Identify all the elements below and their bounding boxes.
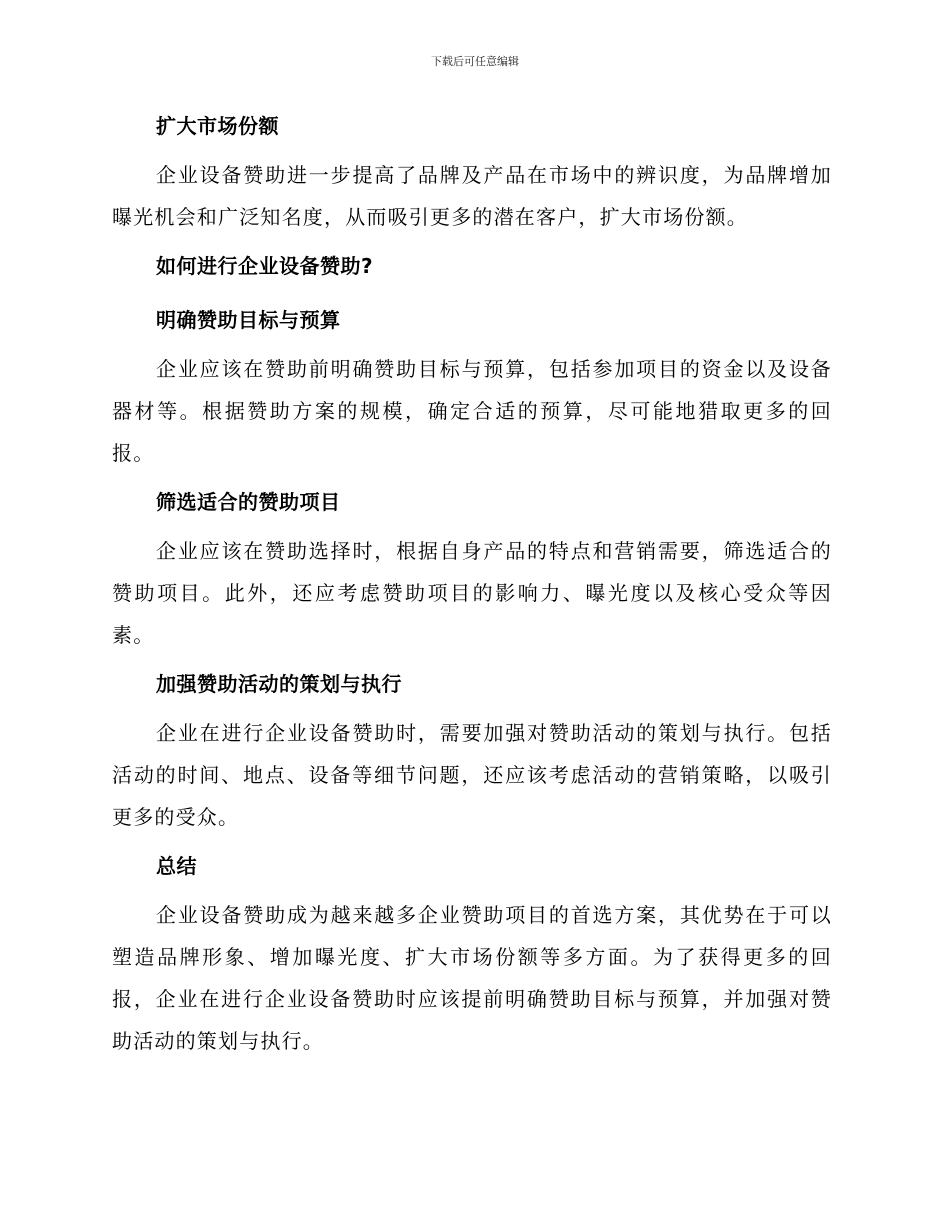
section-paragraph-summary: 企业设备赞助成为越来越多企业赞助项目的首选方案，其优势在于可以塑造品牌形象、增加曝光度、扩大市场份额等多方面。为了获得更多的回报，企业在进行企业设备赞助时应该提前明确赞助目标与预算，并加强对赞助活动的策划与执行。 [112, 903, 832, 1053]
section-heading-summary: 总结 [156, 854, 197, 878]
section-heading-how-to-sponsor: 如何进行企业设备赞助? [156, 254, 374, 278]
section-heading-planning-execution: 加强赞助活动的策划与执行 [156, 672, 402, 696]
document-body [112, 110, 832, 1062]
section-paragraph-select-projects: 企业应该在赞助选择时，根据自身产品的特点和营销需要，筛选适合的赞助项目。此外，还应考虑赞助项目的影响力、曝光度以及核心受众等因素。 [112, 539, 832, 647]
section-paragraph-expand-market-share: 企业设备赞助进一步提高了品牌及产品在市场中的辨识度，为品牌增加曝光机会和广泛知名度，从而吸引更多的潜在客户，扩大市场份额。 [112, 163, 832, 229]
section-heading-expand-market-share: 扩大市场份额 [156, 114, 279, 138]
section-heading-goals-budget: 明确赞助目标与预算 [156, 308, 341, 332]
section-paragraph-planning-execution: 企业在进行企业设备赞助时，需要加强对赞助活动的策划与执行。包括活动的时间、地点、设备等细节问题，还应该考虑活动的营销策略，以吸引更多的受众。 [112, 721, 832, 829]
section-heading-select-projects: 筛选适合的赞助项目 [156, 490, 341, 514]
page-header-note: 下载后可任意编辑 [431, 55, 519, 68]
section-paragraph-goals-budget: 企业应该在赞助前明确赞助目标与预算，包括参加项目的资金以及设备器材等。根据赞助方案的规模，确定合适的预算，尽可能地猎取更多的回报。 [112, 357, 832, 465]
